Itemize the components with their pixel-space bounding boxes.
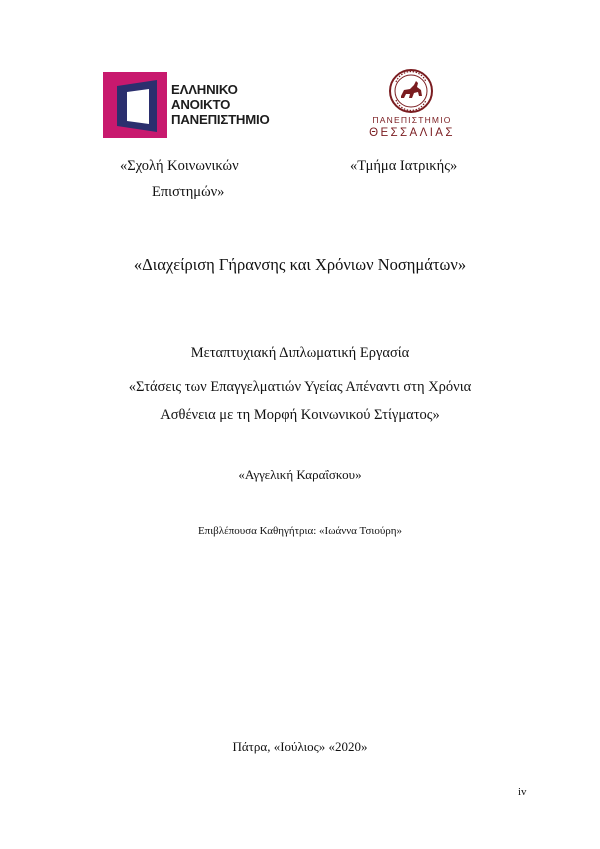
thesis-title-line-1: «Στάσεις των Επαγγελματιών Υγείας Απέναντι στη Χρόνια xyxy=(128,379,472,395)
eap-logo-line-3: ΠΑΝΕΠΙΣΤΗΜΙΟ xyxy=(171,112,270,127)
uth-logo-line-1: ΠΑΝΕΠΙΣΤΗΜΙΟ xyxy=(372,115,452,125)
supervisor: Επιβλέπουσα Καθηγήτρια: «Ιωάννα Τσιούρη» xyxy=(197,525,403,537)
eap-logo-line-1: ΕΛΛΗΝΙΚΟ xyxy=(171,82,238,97)
uth-logo-line-2: ΘΕΣΣΑΛΙΑΣ xyxy=(369,127,455,139)
place-date: Πάτρα, «Ιούλιος» «2020» xyxy=(232,739,368,754)
department-name: «Τμήμα Ιατρικής» xyxy=(350,158,458,174)
school-name-line-1: «Σχολή Κοινωνικών xyxy=(120,158,239,174)
uth-logo xyxy=(358,68,466,142)
eap-logo-text xyxy=(171,82,291,127)
thesis-title-line-2: Ασθένεια με τη Μορφή Κοινωνικού Στίγματος» xyxy=(160,407,440,423)
program-title: «Διαχείριση Γήρανσης και Χρόνιων Νοσημάτων» xyxy=(133,255,467,274)
eap-logo xyxy=(103,72,288,138)
eap-logo-mark-icon xyxy=(103,72,167,138)
eap-logo-line-2: ΑΝΟΙΚΤΟ xyxy=(171,97,231,112)
page-number: iv xyxy=(518,786,527,798)
uth-seal-icon xyxy=(388,68,434,114)
author-name: «Αγγελική Καραΐσκου» xyxy=(238,467,362,482)
thesis-type: Μεταπτυχιακή Διπλωματική Εργασία xyxy=(190,345,410,361)
school-name-line-2: Επιστημών» xyxy=(152,184,225,200)
